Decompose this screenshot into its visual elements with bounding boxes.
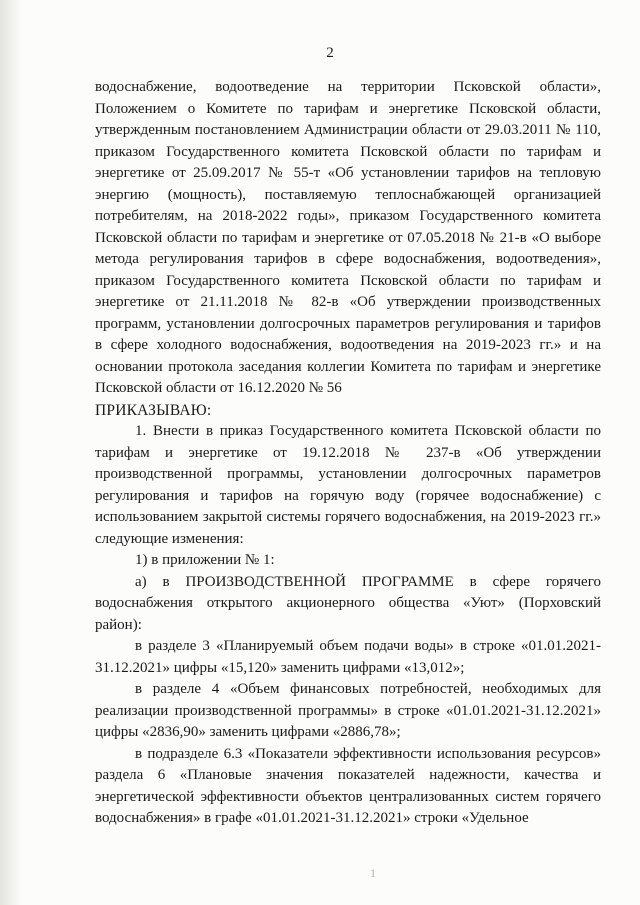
paragraph-item-1: 1. Внести в приказ Государственного комитета Псковской области по тарифам и энергетике от 19.12.2018 № 237-в «Об утверждении производственной программы, установлении долгосрочных параметров регулирования и тарифов на горячую воду (горячее водоснабжение) с использованием закрытой системы горячего водоснабжения, на 2019-2023 гг.» следующие изменения: [95, 423, 601, 547]
document-body [95, 77, 601, 830]
scan-mark: 1 [370, 866, 376, 880]
order-heading: ПРИКАЗЫВАЮ: [95, 401, 212, 419]
paragraph-section-4: в разделе 4 «Объем финансовых потребностей, необходимых для реализации производственной программы» в строке «01.01.2021-31.12.2021» цифры «2836,90» заменить цифрами «2886,78»; [95, 681, 601, 740]
paragraph-subitem-a: а) в ПРОИЗВОДСТВЕННОЙ ПРОГРАММЕ в сфере горячего водоснабжения открытого акционерного общества «Уют» (Порховский район): [95, 573, 601, 633]
paragraph-section-3: в разделе 3 «Планируемый объем подачи воды» в строке «01.01.2021-31.12.2021» цифры «15,120» заменить цифрами «13,012»; [95, 638, 601, 676]
paragraph-appendix-1: 1) в приложении № 1: [135, 552, 275, 568]
paragraph-preamble: водоснабжение, водоотведение на территории Псковской области», Положением о Комитете по тарифам и энергетике Псковской области, утвержденным постановлением Администрации области от 29.03.2011 № 110, приказом Государственного комитета Псковской области по тарифам и энергетике от 25.09.2017 № 55-т «Об установлении тарифов на тепловую энергию (мощность), поставляемую теплоснабжающей организацией потребителям, на 2018-2022 годы», приказом Государственного комитета Псковской области по тарифам и энергетике от 07.05.2018 № 21-в «О выборе метода регулирования тарифов в сфере водоснабжения, водоотведения», приказом Государственного комитета Псковской области по тарифам и энергетике от 21.11.2018 № 82-в «Об утверждении производственных программ, установлении долгосрочных параметров регулирования и тарифов в сфере холодного водоснабжения, водоотведения на 2019-2023 гг.» и на основании протокола заседания коллегии Комитета по тарифам и энергетике Псковской области от 16.12.2020 № 56 [95, 79, 601, 396]
page-number: 2 [326, 45, 334, 61]
scan-edge [0, 0, 22, 905]
paragraph-subsection-6-3: в подразделе 6.3 «Показатели эффективности использования ресурсов» раздела 6 «Плановые значения показателей надежности, качества и энергетической эффективности объектов централизованных систем горячего водоснабжения» в графе «01.01.2021-31.12.2021» строки «Удельное [95, 745, 601, 826]
